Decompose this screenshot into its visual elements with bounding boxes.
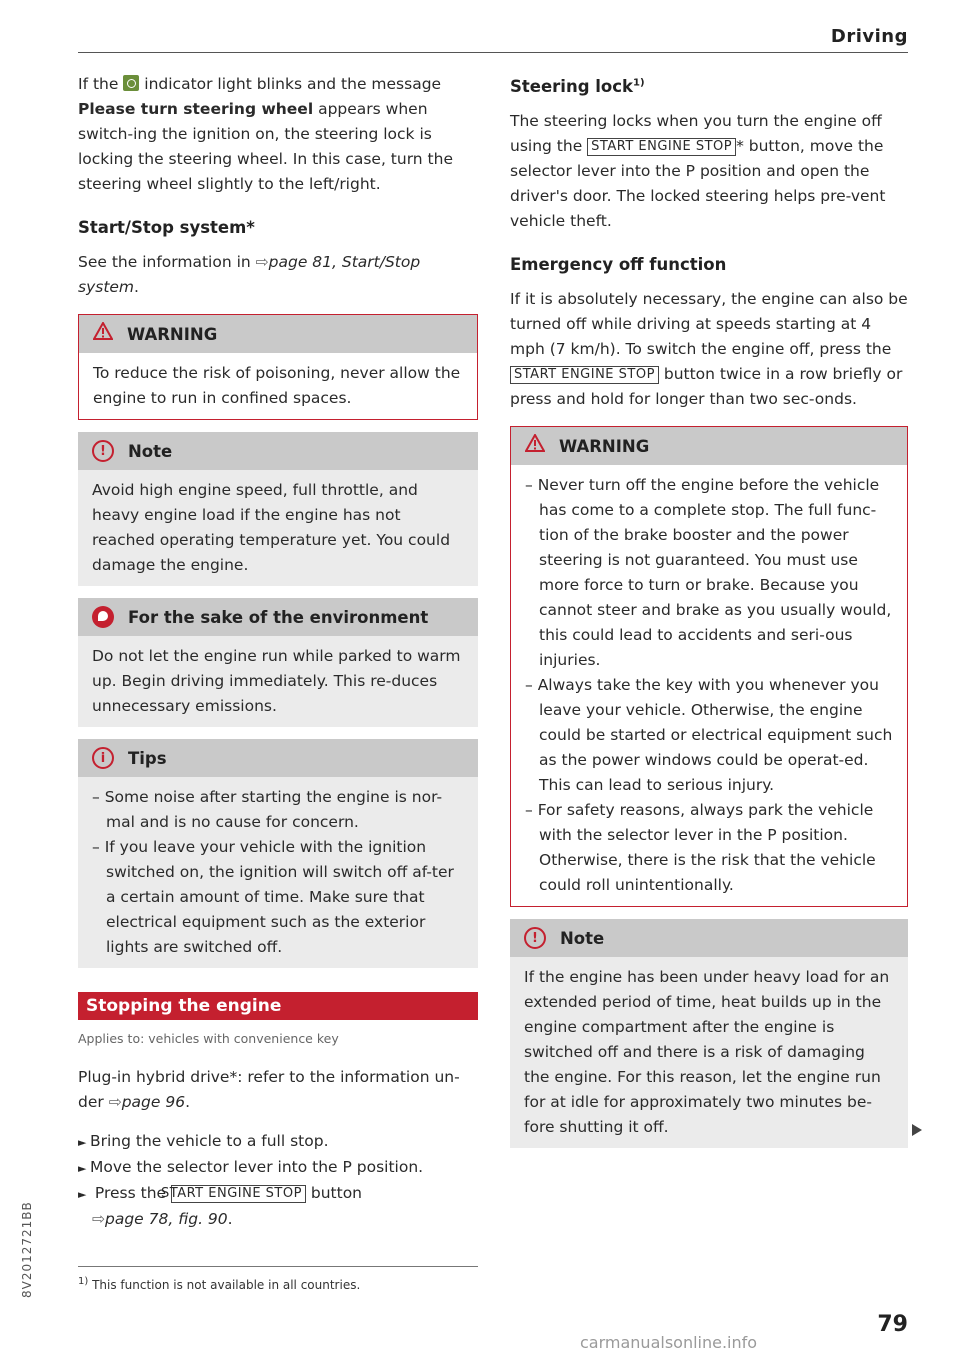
- page-header-title: Driving: [830, 26, 908, 47]
- environment-body: Do not let the engine run while parked to warm up. Begin driving immediately. This re-duces unnecessary emissions.: [78, 636, 478, 727]
- list-item: – If you leave your vehicle with the ignition switched on, the ignition will switch off af-ter a certain amount of time. Make sure that electrical equipment such as the exterior lights are switched off.: [92, 835, 464, 960]
- note-label: Note: [560, 928, 605, 948]
- warning-label: WARNING: [127, 324, 218, 344]
- steering-wheel-warning-icon: [123, 75, 139, 91]
- start-engine-stop-key: START ENGINE STOP: [587, 138, 736, 156]
- note-box: [510, 919, 908, 1148]
- start-engine-stop-key: START ENGINE STOP: [510, 366, 659, 384]
- footnote: [78, 1278, 360, 1292]
- step3-text-b: button: [310, 1184, 362, 1202]
- intro-text-b: indicator light blinks and the message: [144, 75, 442, 93]
- steering-lock-title: Steering lock: [510, 77, 633, 96]
- reference-arrow-icon: ⇨: [108, 1093, 122, 1111]
- startstop-end: .: [134, 278, 139, 296]
- startstop-text: [78, 250, 478, 300]
- tips-box: [78, 739, 478, 968]
- reference-arrow-icon: ⇨: [92, 1210, 105, 1228]
- list-item: [78, 1181, 478, 1232]
- continue-arrow-icon[interactable]: [912, 1124, 922, 1136]
- note-exclamation-icon: !: [92, 440, 114, 462]
- warning-triangle-icon: [525, 434, 545, 459]
- footnote-marker: 1): [633, 77, 645, 89]
- warning-header: [511, 427, 907, 465]
- list-item: ► Bring the vehicle to a full stop.: [78, 1129, 478, 1155]
- warning-triangle-icon: [93, 322, 113, 347]
- environment-label: For the sake of the environment: [128, 607, 429, 627]
- stopping-steps: [78, 1129, 478, 1232]
- environment-header: [78, 598, 478, 636]
- document-code: 8V2012721BB: [20, 1201, 34, 1298]
- note-exclamation-icon: !: [524, 927, 546, 949]
- note-header: [78, 432, 478, 470]
- startstop-heading: Start/Stop system*: [78, 218, 255, 237]
- footnote-text: This function is not available in all countries.: [92, 1278, 361, 1292]
- right-column: [510, 72, 908, 1160]
- lock-text-b: * button, move the selector lever into the P position and open the driver's door. The locked steering helps pre-vent vehicle theft.: [510, 137, 886, 230]
- list-item: – Some noise after starting the engine is nor-mal and is no cause for concern.: [92, 785, 464, 835]
- stopping-intro-end: .: [185, 1093, 190, 1111]
- emergency-text-a: If it is absolutely necessary, the engine can also be turned off while driving at speeds starting at 4 mph (7 km/h). To switch the engine off, press the: [510, 290, 908, 358]
- tips-label: Tips: [128, 748, 167, 768]
- stopping-intro: [78, 1065, 478, 1115]
- tips-body: [78, 777, 478, 968]
- steering-lock-heading: [510, 74, 908, 99]
- warning-box: [510, 426, 908, 907]
- tips-header: [78, 739, 478, 777]
- stopping-intro-text: Plug-in hybrid drive*: refer to the information un-der: [78, 1068, 460, 1111]
- warning-header: [79, 315, 477, 353]
- info-icon: i: [92, 747, 114, 769]
- note-header: [510, 919, 908, 957]
- footnote-divider: [78, 1266, 478, 1267]
- intro-text-a: If the: [78, 75, 119, 93]
- warning-box: [78, 314, 478, 420]
- header-divider: [78, 52, 908, 53]
- list-item: ► Move the selector lever into the P position.: [78, 1155, 478, 1181]
- note-box: [78, 432, 478, 586]
- steering-lock-text: [510, 109, 908, 234]
- emergency-text: [510, 287, 908, 412]
- watermark: carmanualsonline.info: [580, 1333, 758, 1352]
- list-item: – Always take the key with you whenever you leave your vehicle. Otherwise, the engine could be started or electrical equipment such as the power windows could be operat-ed. This can lead to serious injury.: [525, 673, 893, 798]
- footnote-marker: 1): [78, 1276, 89, 1287]
- startstop-lead: See the information in: [78, 253, 251, 271]
- section-title: Stopping the engine: [78, 992, 478, 1020]
- intro-text-c: appears when switch-ing the ignition on, the steering lock is locking the steering wheel. In this case, turn the steering wheel slightly to the left/right.: [78, 100, 453, 193]
- hybrid-ref-text: page 96: [121, 1093, 186, 1111]
- note-label: Note: [128, 441, 173, 461]
- reference-arrow-icon: ⇨: [255, 253, 269, 271]
- warning-label: WARNING: [559, 436, 650, 456]
- warning-body: [511, 465, 907, 906]
- applies-to: Applies to: vehicles with convenience key: [78, 1031, 339, 1046]
- intro-message: Please turn steering wheel: [78, 100, 314, 118]
- warning-body: To reduce the risk of poisoning, never allow the engine to run in confined spaces.: [79, 353, 477, 419]
- note-body: If the engine has been under heavy load for an extended period of time, heat builds up in the engine compartment after the engine is switched off and there is a risk of damaging the engine. For this reason, let the engine run for at idle for approximately two minutes be-fore shutting it off.: [510, 957, 908, 1148]
- left-column: [78, 72, 478, 1232]
- steering-lock-intro: [78, 72, 478, 197]
- step3-text-a: Press the: [94, 1184, 167, 1202]
- list-item: – For safety reasons, always park the vehicle with the selector lever in the P position. Otherwise, there is the risk that the vehicle could roll unintentionally.: [525, 798, 893, 898]
- environment-leaf-icon: [92, 606, 114, 628]
- step3-end: .: [227, 1210, 233, 1228]
- emergency-heading: Emergency off function: [510, 255, 727, 274]
- figure-link[interactable]: [92, 1210, 228, 1228]
- figure-ref-text: page 78, fig. 90: [105, 1210, 228, 1228]
- list-item: – Never turn off the engine before the vehicle has come to a complete stop. The full func-tion of the brake booster and the power steering is not guaranteed. You must use more force to turn or brake. Because you cannot steer and brake as you usually would, this could lead to accidents and seri-ous injuries.: [525, 473, 893, 673]
- page-number: 79: [877, 1312, 908, 1337]
- hybrid-page-link[interactable]: [109, 1093, 185, 1111]
- environment-box: [78, 598, 478, 727]
- startstop-ref-text: page 81, Start/Stop system: [78, 253, 421, 296]
- emergency-text-b: button twice in a row briefly or press and hold for longer than two sec-onds.: [510, 365, 903, 408]
- lock-text-a: The steering locks when you turn the engine off using the: [510, 112, 882, 155]
- note-body: Avoid high engine speed, full throttle, and heavy engine load if the engine has not reached operating temperature yet. You could damage the engine.: [78, 470, 478, 586]
- start-engine-stop-key: START ENGINE STOP: [171, 1185, 306, 1203]
